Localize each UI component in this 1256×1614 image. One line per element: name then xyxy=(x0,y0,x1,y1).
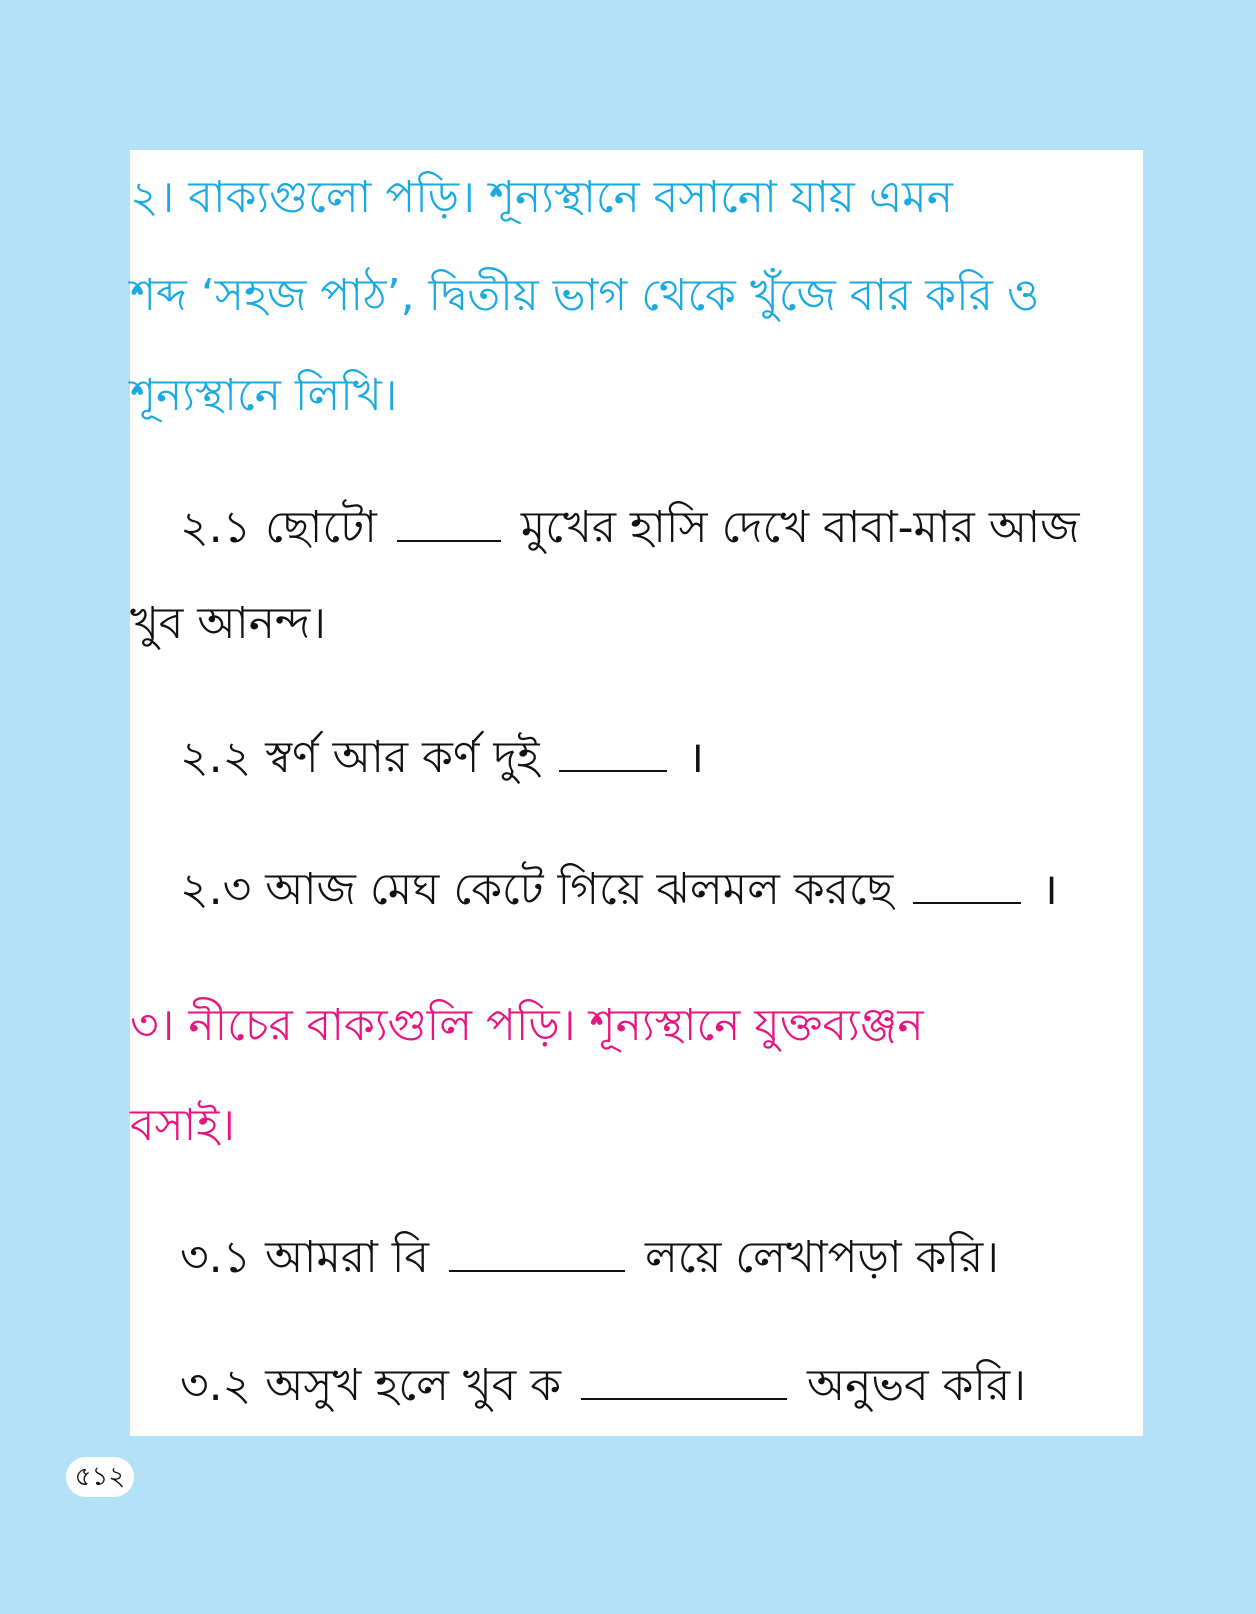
fill-blank-2-2[interactable] xyxy=(559,730,667,772)
fill-blank-3-2[interactable] xyxy=(581,1358,787,1400)
exercise-2-3 xyxy=(180,862,1058,918)
exercise-number: ২.২ xyxy=(180,732,252,783)
exercise-2-1-continuation: খুব আনন্দ। xyxy=(130,598,326,649)
exercise-2-2 xyxy=(180,730,704,786)
exercise-3-1 xyxy=(180,1230,999,1286)
question-2-instruction-line-1: ২। বাক্যগুলো পড়ি। শূন্যস্থানে বসানো যায় এমন xyxy=(130,172,953,223)
fill-blank-2-1[interactable] xyxy=(397,500,501,542)
question-2-instruction-line-2: শব্দ ‘সহজ পাঠ’, দ্বিতীয় ভাগ থেকে খুঁজে বার করি ও xyxy=(130,270,1040,321)
fill-blank-2-3[interactable] xyxy=(913,862,1021,904)
exercise-3-2 xyxy=(180,1358,1026,1414)
question-3-instruction-line-1: ৩। নীচের বাক্যগুলি পড়ি। শূন্যস্থানে যুক্তব্যঞ্জন xyxy=(130,1000,924,1051)
exercise-text-after: অনুভব করি। xyxy=(807,1360,1026,1411)
exercise-number: ৩.২ xyxy=(180,1360,252,1411)
exercise-text-before: অসুখ হলে খুব ক xyxy=(265,1360,561,1411)
exercise-text-after: লয়ে লেখাপড়া করি। xyxy=(644,1232,999,1283)
exercise-2-1 xyxy=(180,500,1080,556)
fill-blank-3-1[interactable] xyxy=(449,1230,625,1272)
exercise-text-before: ছোটো xyxy=(265,502,377,553)
exercise-text-before: আজ মেঘ কেটে গিয়ে ঝলমল করছে xyxy=(265,864,894,915)
exercise-number: ৩.১ xyxy=(180,1232,252,1283)
exercise-number: ২.১ xyxy=(180,502,252,553)
exercise-text-before: আমরা বি xyxy=(265,1232,429,1283)
exercise-text-after: । xyxy=(687,732,705,783)
exercise-text-after: । xyxy=(1041,864,1058,915)
exercise-text-before: স্বর্ণ আর কর্ণ দুই xyxy=(265,732,540,783)
question-2-instruction-line-3: শূন্যস্থানে লিখি। xyxy=(130,370,398,421)
exercise-text-after: মুখের হাসি দেখে বাবা-মার আজ xyxy=(520,502,1080,553)
question-3-instruction-line-2: বসাই। xyxy=(130,1100,235,1151)
page-number: ৫১২ xyxy=(66,1457,134,1497)
exercise-number: ২.৩ xyxy=(180,864,252,915)
